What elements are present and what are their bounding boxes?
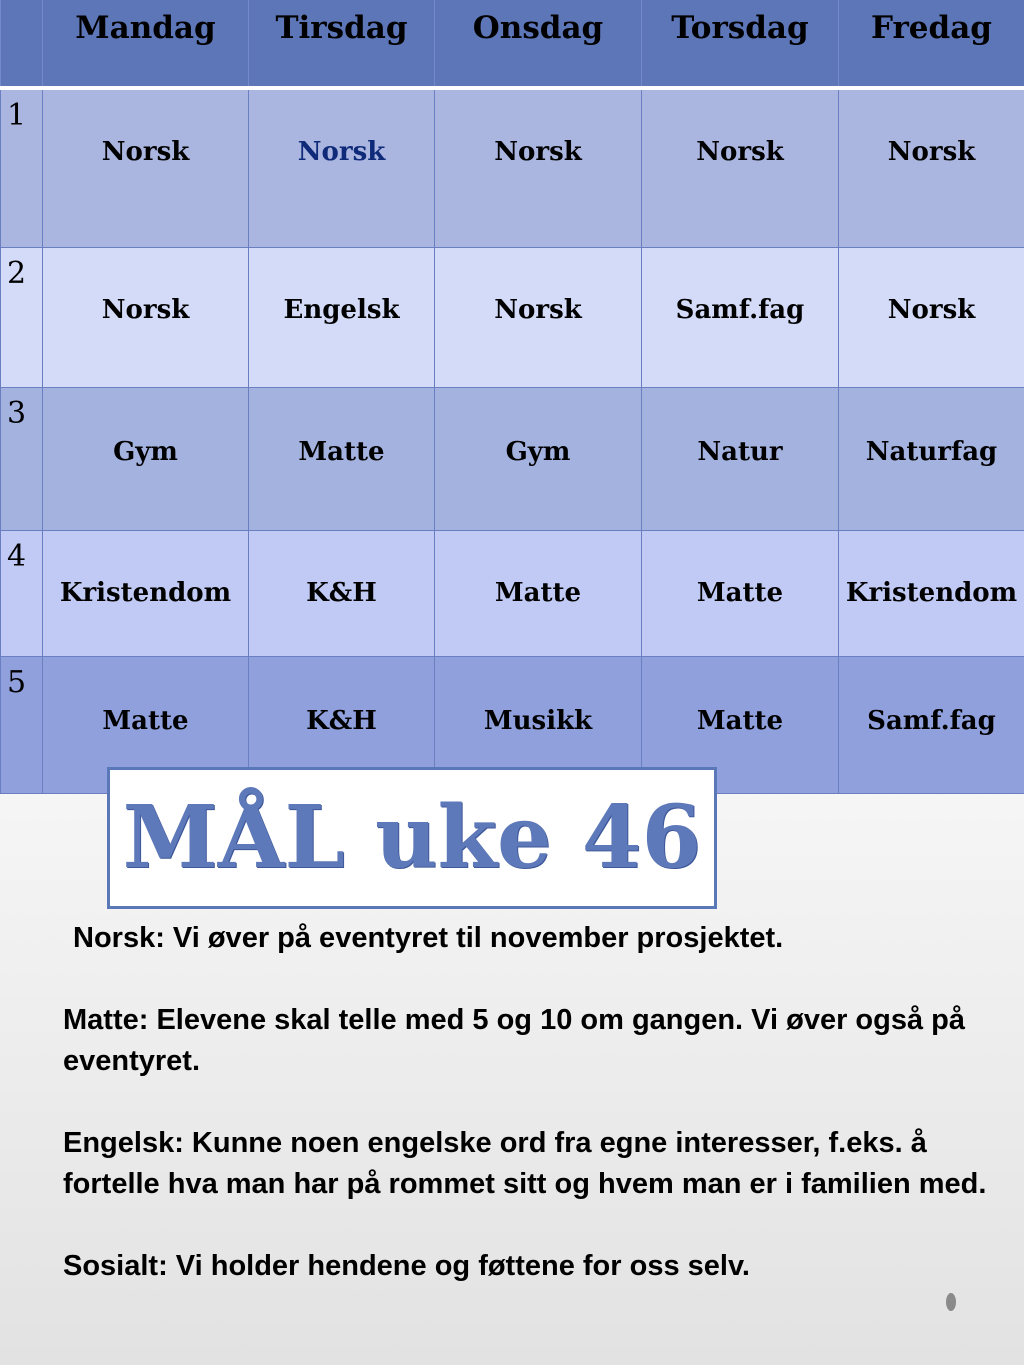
subject-label: Norsk <box>101 137 190 168</box>
subject-label: Norsk <box>494 295 582 325</box>
subject-label: Matte <box>494 578 582 608</box>
weekly-goals <box>63 918 1008 1287</box>
timetable-row <box>1 247 1024 387</box>
header-day: Mandag <box>43 0 249 88</box>
period-number: 2 <box>1 247 43 387</box>
subject-label: Samf.fag <box>867 705 996 736</box>
header-day: Tirsdag <box>249 0 435 88</box>
subject-cell <box>642 387 839 530</box>
subject-label: Norsk <box>696 137 784 168</box>
subject-cell <box>43 88 249 247</box>
subject-cell <box>839 387 1024 530</box>
subject-cell <box>249 247 435 387</box>
goal-sosialt: Sosialt: Vi holder hendene og føttene for oss selv. <box>63 1250 750 1282</box>
subject-cell <box>249 387 435 530</box>
header-day: Fredag <box>839 0 1024 88</box>
timetable-row <box>1 530 1024 656</box>
subject-cell <box>839 247 1024 387</box>
subject-label: Matte <box>298 436 385 467</box>
subject-label: Kristendom <box>59 578 232 608</box>
subject-cell <box>642 247 839 387</box>
period-number: 4 <box>1 530 43 656</box>
goal-matte: Matte: Elevene skal telle med 5 og 10 om gangen. Vi øver også på eventyret. <box>63 1004 966 1077</box>
subject-label: Gym <box>113 436 178 467</box>
subject-cell <box>43 530 249 656</box>
subject-label: Matte <box>102 705 189 736</box>
subject-cell <box>249 530 435 656</box>
subject-label: Musikk <box>483 705 593 736</box>
subject-cell <box>435 387 642 530</box>
subject-label: Norsk <box>494 137 582 168</box>
title-box <box>107 767 717 909</box>
timetable-row <box>1 387 1024 530</box>
subject-label: Matte <box>696 578 784 608</box>
subject-cell <box>43 387 249 530</box>
subject-cell <box>43 247 249 387</box>
page-title: MÅL uke 46 <box>122 787 702 888</box>
timetable-header-row <box>1 0 1024 88</box>
subject-cell <box>249 88 435 247</box>
subject-label: Matte <box>696 705 784 736</box>
subject-cell <box>435 247 642 387</box>
subject-cell <box>839 88 1024 247</box>
subject-label: Gym <box>505 436 571 467</box>
header-day: Torsdag <box>642 0 839 88</box>
subject-cell <box>642 88 839 247</box>
subject-label: Kristendom <box>845 578 1018 608</box>
timetable-row <box>1 88 1024 247</box>
subject-label: Norsk <box>887 137 976 168</box>
subject-label: K&H <box>306 578 377 608</box>
header-day: Onsdag <box>435 0 642 88</box>
subject-cell <box>642 530 839 656</box>
period-number: 3 <box>1 387 43 530</box>
subject-cell <box>839 530 1024 656</box>
subject-label: Norsk <box>101 295 190 325</box>
goal-norsk: Norsk: Vi øver på eventyret til november prosjektet. <box>73 922 784 954</box>
subject-label: Norsk <box>297 137 386 168</box>
goal-engelsk: Engelsk: Kunne noen engelske ord fra egne interesser, f.eks. å fortelle hva man har på rommet sitt og hvem man er i familien med. <box>63 1127 987 1200</box>
period-number: 1 <box>1 88 43 247</box>
subject-cell <box>839 656 1024 793</box>
subject-label: Samf.fag <box>675 295 805 325</box>
subject-label: Natur <box>697 436 783 467</box>
subject-label: Engelsk <box>283 295 400 325</box>
subject-label: K&H <box>306 705 377 736</box>
subject-cell <box>435 530 642 656</box>
subject-cell <box>435 88 642 247</box>
subject-label: Naturfag <box>865 436 998 467</box>
header-corner <box>1 0 43 88</box>
decorative-dot <box>946 1293 956 1311</box>
period-number: 5 <box>1 656 43 793</box>
subject-label: Norsk <box>887 295 976 325</box>
